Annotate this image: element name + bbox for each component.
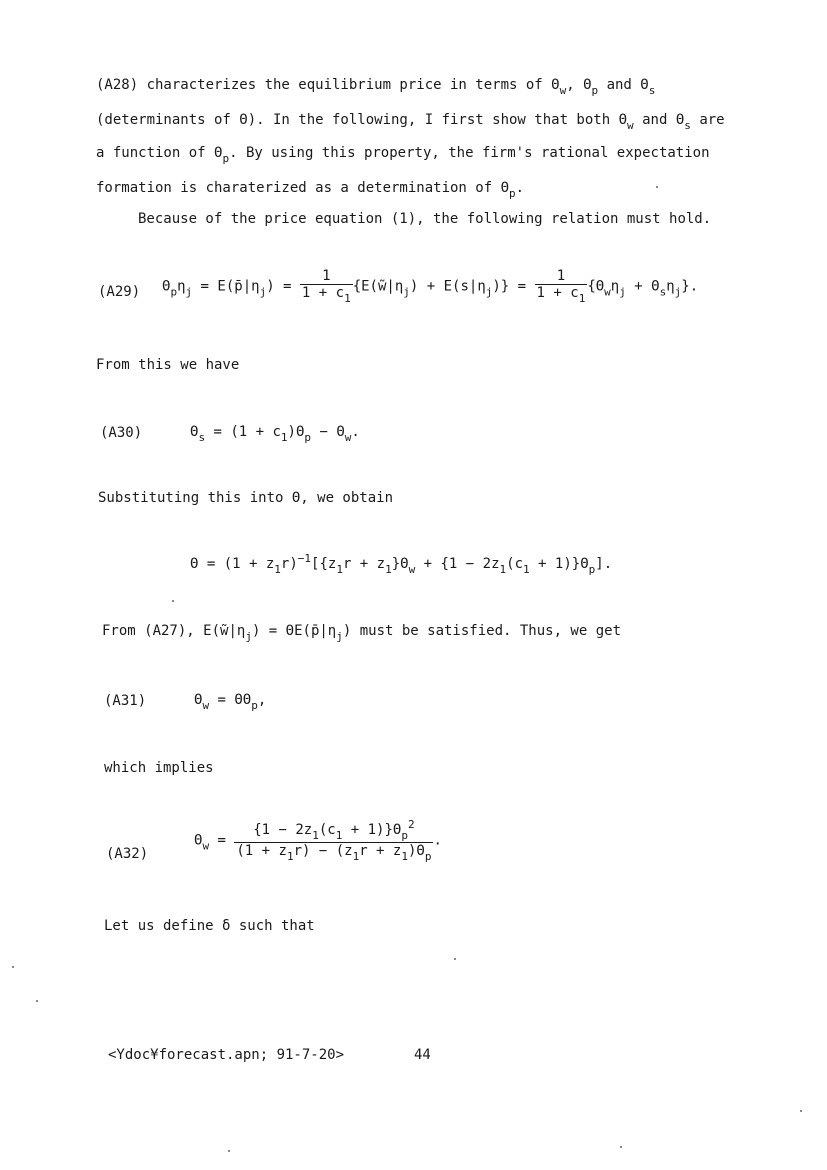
line-7-text: Substituting this into Θ, we obtain [98, 490, 394, 506]
line-8-text: From (A27), [102, 623, 204, 639]
scan-speck [228, 1150, 230, 1152]
scan-speck [36, 1000, 38, 1002]
equation-a31: $\Theta_w = \Theta\Theta_p$, [194, 692, 267, 712]
eq-label-a29: (A29) [98, 284, 141, 300]
footer-source: <Ydoc¥forecast.apn; 91-7-20> [108, 1047, 345, 1063]
line-9-text: which implies [104, 760, 214, 776]
line-3-text: a function of [96, 145, 215, 161]
equation-a32: $\Theta_w$ = $\frac{\{1 - 2z_1(c_1 + 1)\}\Theta_p^2}{(1 + z_1r) - (z_1r + z_1)\Theta_p}$ . [194, 818, 442, 863]
line-1-and: and [606, 77, 632, 93]
eq-label-a30: (A30) [100, 425, 143, 441]
line-1-text: (A28) characterizes the equilibrium price in terms of [96, 77, 552, 93]
text-line-5 [138, 210, 711, 228]
line-2-and: and [642, 112, 668, 128]
text-line-2: (determinants of Θ). In the following, I first show that both $\Theta_w$ and $\Theta_s$ are [96, 112, 725, 132]
line-6-text: From this we have [96, 357, 240, 373]
scan-speck [12, 966, 14, 968]
line-4-text: formation is charaterized as a determination of [96, 180, 501, 196]
text-line-8: From (A27), $E(w̃|\eta_j)$ = $\Theta E(p̄|\eta_j)$ must be satisfied. Thus, we get [102, 623, 622, 643]
line-8-rest: must be satisfied. Thus, we get [359, 623, 622, 639]
scan-speck [172, 600, 174, 602]
line-5-text: Because of the price equation (1), the following relation must hold. [138, 211, 712, 227]
line-2-text: (determinants of Θ). In the following, I first show that both [96, 112, 619, 128]
text-line-3: a function of $\Theta_p$. By using this property, the firm's rational expectation [96, 145, 710, 165]
text-line-10 [104, 917, 315, 935]
scan-speck [620, 1146, 622, 1148]
equation-a29: $\Theta_p\eta_j$ = $E(p̄|\eta_j)$ = $\frac{1}{1 + c_1}$ $\{E(w̃|\eta_j) + E(s|\eta_j)\}$ = $\frac{1}{1 + c_1}$ $\{\Theta_w\eta_j + \Theta_s\eta_j\}$. [162, 268, 699, 305]
eq-label-a31: (A31) [104, 693, 147, 709]
line-3-rest: By using this property, the firm's rational expectation [245, 145, 710, 161]
line-10-text: Let us define δ such that [104, 918, 315, 934]
text-line-6 [96, 356, 239, 374]
page-number: 44 [414, 1047, 431, 1063]
eq-label-a32: (A32) [106, 846, 149, 862]
line-2-are: are [699, 112, 725, 128]
text-line-1: (A28) characterizes the equilibrium price in terms of $\Theta_w$, $\Theta_p$ and $\Theta_s$ [96, 77, 656, 97]
scan-speck [800, 1110, 802, 1112]
text-line-4: formation is charaterized as a determination of $\Theta_p$. [96, 180, 525, 200]
equation-theta: $\Theta = (1 + z_1r)^{-1}[\{z_1r + z_1\}\Theta_w + \{1 - 2z_1(c_1 + 1)\}\Theta_p]$. [190, 552, 613, 576]
equation-a30: $\Theta_s = (1 + c_1)\Theta_p - \Theta_w$. [190, 424, 360, 444]
scan-speck [454, 958, 456, 960]
text-line-9 [104, 759, 214, 777]
text-line-7 [98, 489, 393, 507]
scan-speck [656, 186, 658, 188]
